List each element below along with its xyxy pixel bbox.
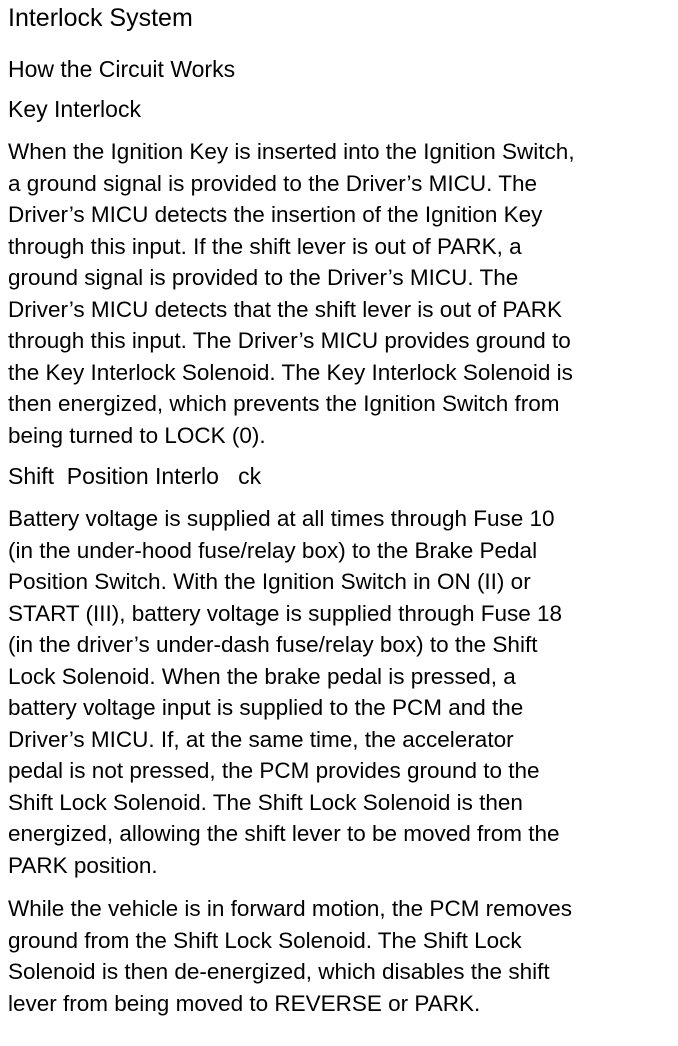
section-key-interlock: [8, 96, 670, 451]
key-interlock-paragraph: When the Ignition Key is inserted into the Ignition Switch, a ground signal is provided to the Driver’s MICU. The Driver’s MICU detects the insertion of the Ignition Key through this input. If the shift lever is out of PARK, a ground signal is provided to the Driver’s MICU. The Driver’s MICU detects that the shift lever is out of PARK through this input. The Driver’s MICU provides ground to the Key Interlock Solenoid. The Key Interlock Solenoid is then energized, which prevents the Ignition Switch from being turned to LOCK (0).: [8, 139, 575, 448]
shift-interlock-paragraph-2: While the vehicle is in forward motion, the PCM removes ground from the Shift Lock Solenoid. The Shift Lock Solenoid is then de-energized, which disables the shift lever from being moved to REVERSE or PARK.: [8, 896, 572, 1016]
section-heading-shift-position-interlock: Shift Position Interlo ck: [8, 463, 262, 489]
section-heading-key-interlock: Key Interlock: [8, 96, 141, 122]
page-subtitle: How the Circuit Works: [8, 56, 236, 82]
shift-interlock-paragraph-1: Battery voltage is supplied at all times through Fuse 10 (in the under-hood fuse/relay box) to the Brake Pedal Position Switch. With the Ignition Switch in ON (II) or START (III), battery voltage is supplied through Fuse 18 (in the driver’s under-dash fuse/relay box) to the Shift Lock Solenoid. When the brake pedal is pressed, a battery voltage input is supplied to the PCM and the Driver’s MICU. If, at the same time, the accelerator pedal is not pressed, the PCM provides ground to the Shift Lock Solenoid. The Shift Lock Solenoid is then energized, allowing the shift lever to be moved from the PARK position.: [8, 506, 563, 878]
section-shift-position-interlock: [8, 463, 670, 1019]
page-title: Interlock System: [8, 4, 193, 32]
